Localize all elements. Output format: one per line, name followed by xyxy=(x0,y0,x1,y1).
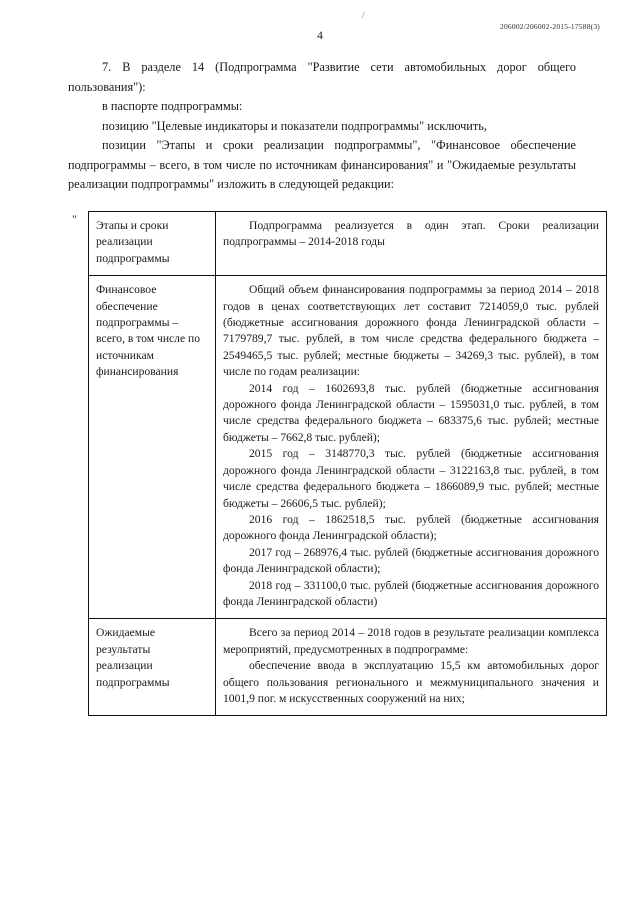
row-body-paragraph: 2014 год – 1602693,8 тыс. рублей (бюджетные ассигнования дорожного фонда Ленинградской области – 1595031,0 тыс. рублей, в том числе средства федерального бюджета – 683375,6 тыс. рублей; местные бюджеты – 7662,8 тыс. рублей); xyxy=(223,381,599,444)
page-number: 4 xyxy=(317,30,323,42)
row-body-paragraph: 2015 год – 3148770,3 тыс. рублей (бюджетные ассигнования дорожного фонда Ленинградской области – 3122163,8 тыс. рублей, в том числе средства федерального бюджета – 1866089,9 тыс. рублей; местные бюджеты – 26606,5 тыс. рублей); xyxy=(223,447,599,510)
paragraph-new-edition: позиции "Этапы и сроки реализации подпрограммы", "Финансовое обеспечение подпрограммы – всего, в том числе по источникам финансирования" и "Ожидаемые результаты реализации подпрограммы" изложить в следующей редакции: xyxy=(68,138,576,191)
row-label-expected-results xyxy=(89,619,216,716)
row-label-financing xyxy=(89,276,216,619)
document-code: 206002/206002-2015-17588(3) xyxy=(500,22,600,31)
paragraph-item-7: 7. В разделе 14 (Подпрограмма "Развитие сети автомобильных дорог общего пользования"): xyxy=(68,60,576,94)
row-body-paragraph: Общий объем финансирования подпрограммы за период 2014 – 2018 годов в ценах соответствующих лет составит 7214059,0 тыс. рублей (бюджетные ассигнования дорожного фонда Ленинградской области – 7179789,7 тыс. рублей, в том числе средства федерального бюджета – 2549465,5 тыс. рублей; местные бюджеты – 34269,3 тыс. рублей), в том числе по годам реализации: xyxy=(223,283,599,379)
table-row xyxy=(89,212,607,276)
row-body-paragraph: Подпрограмма реализуется в один этап. Сроки реализации подпрограммы – 2014-2018 годы xyxy=(223,219,599,249)
paragraph-exclude-position: позицию "Целевые индикаторы и показатели подпрограммы" исключить, xyxy=(102,118,487,133)
row-label-text: Финансовое обеспечение подпрограммы – всего, в том числе по источникам финансирования xyxy=(96,283,201,379)
opening-quote-mark: " xyxy=(72,212,77,226)
body-text-block xyxy=(68,58,576,195)
table-row xyxy=(89,276,607,619)
paragraph-passport: в паспорте подпрограммы: xyxy=(102,99,243,113)
row-label-text: Ожидаемые результаты реализации подпрограммы xyxy=(96,626,170,689)
row-body-stages xyxy=(216,212,607,276)
row-body-paragraph: 2018 год – 331100,0 тыс. рублей (бюджетные ассигнования дорожного фонда Ленинградской области) xyxy=(223,578,599,608)
row-body-paragraph: обеспечение ввода в эксплуатацию 15,5 км автомобильных дорог общего пользования регионального и межмуниципального значения и 1001,9 пог. м искусственных сооружений на них; xyxy=(223,659,599,705)
row-body-paragraph: 2016 год – 1862518,5 тыс. рублей (бюджетные ассигнования дорожного фонда Ленинградской области); xyxy=(223,512,599,543)
regulation-table xyxy=(88,211,607,716)
margin-tick-mark: / xyxy=(362,10,365,20)
table-row xyxy=(89,619,607,716)
row-label-text: Этапы и сроки реализации подпрограммы xyxy=(96,219,170,265)
row-body-paragraph: 2017 год – 268976,4 тыс. рублей (бюджетные ассигнования дорожного фонда Ленинградской области); xyxy=(223,545,599,576)
row-body-paragraph: Всего за период 2014 – 2018 годов в результате реализации комплекса мероприятий, предусмотренных в подпрограмме: xyxy=(223,626,599,656)
row-body-expected-results xyxy=(216,619,607,716)
row-body-financing xyxy=(216,276,607,619)
row-label-stages xyxy=(89,212,216,276)
